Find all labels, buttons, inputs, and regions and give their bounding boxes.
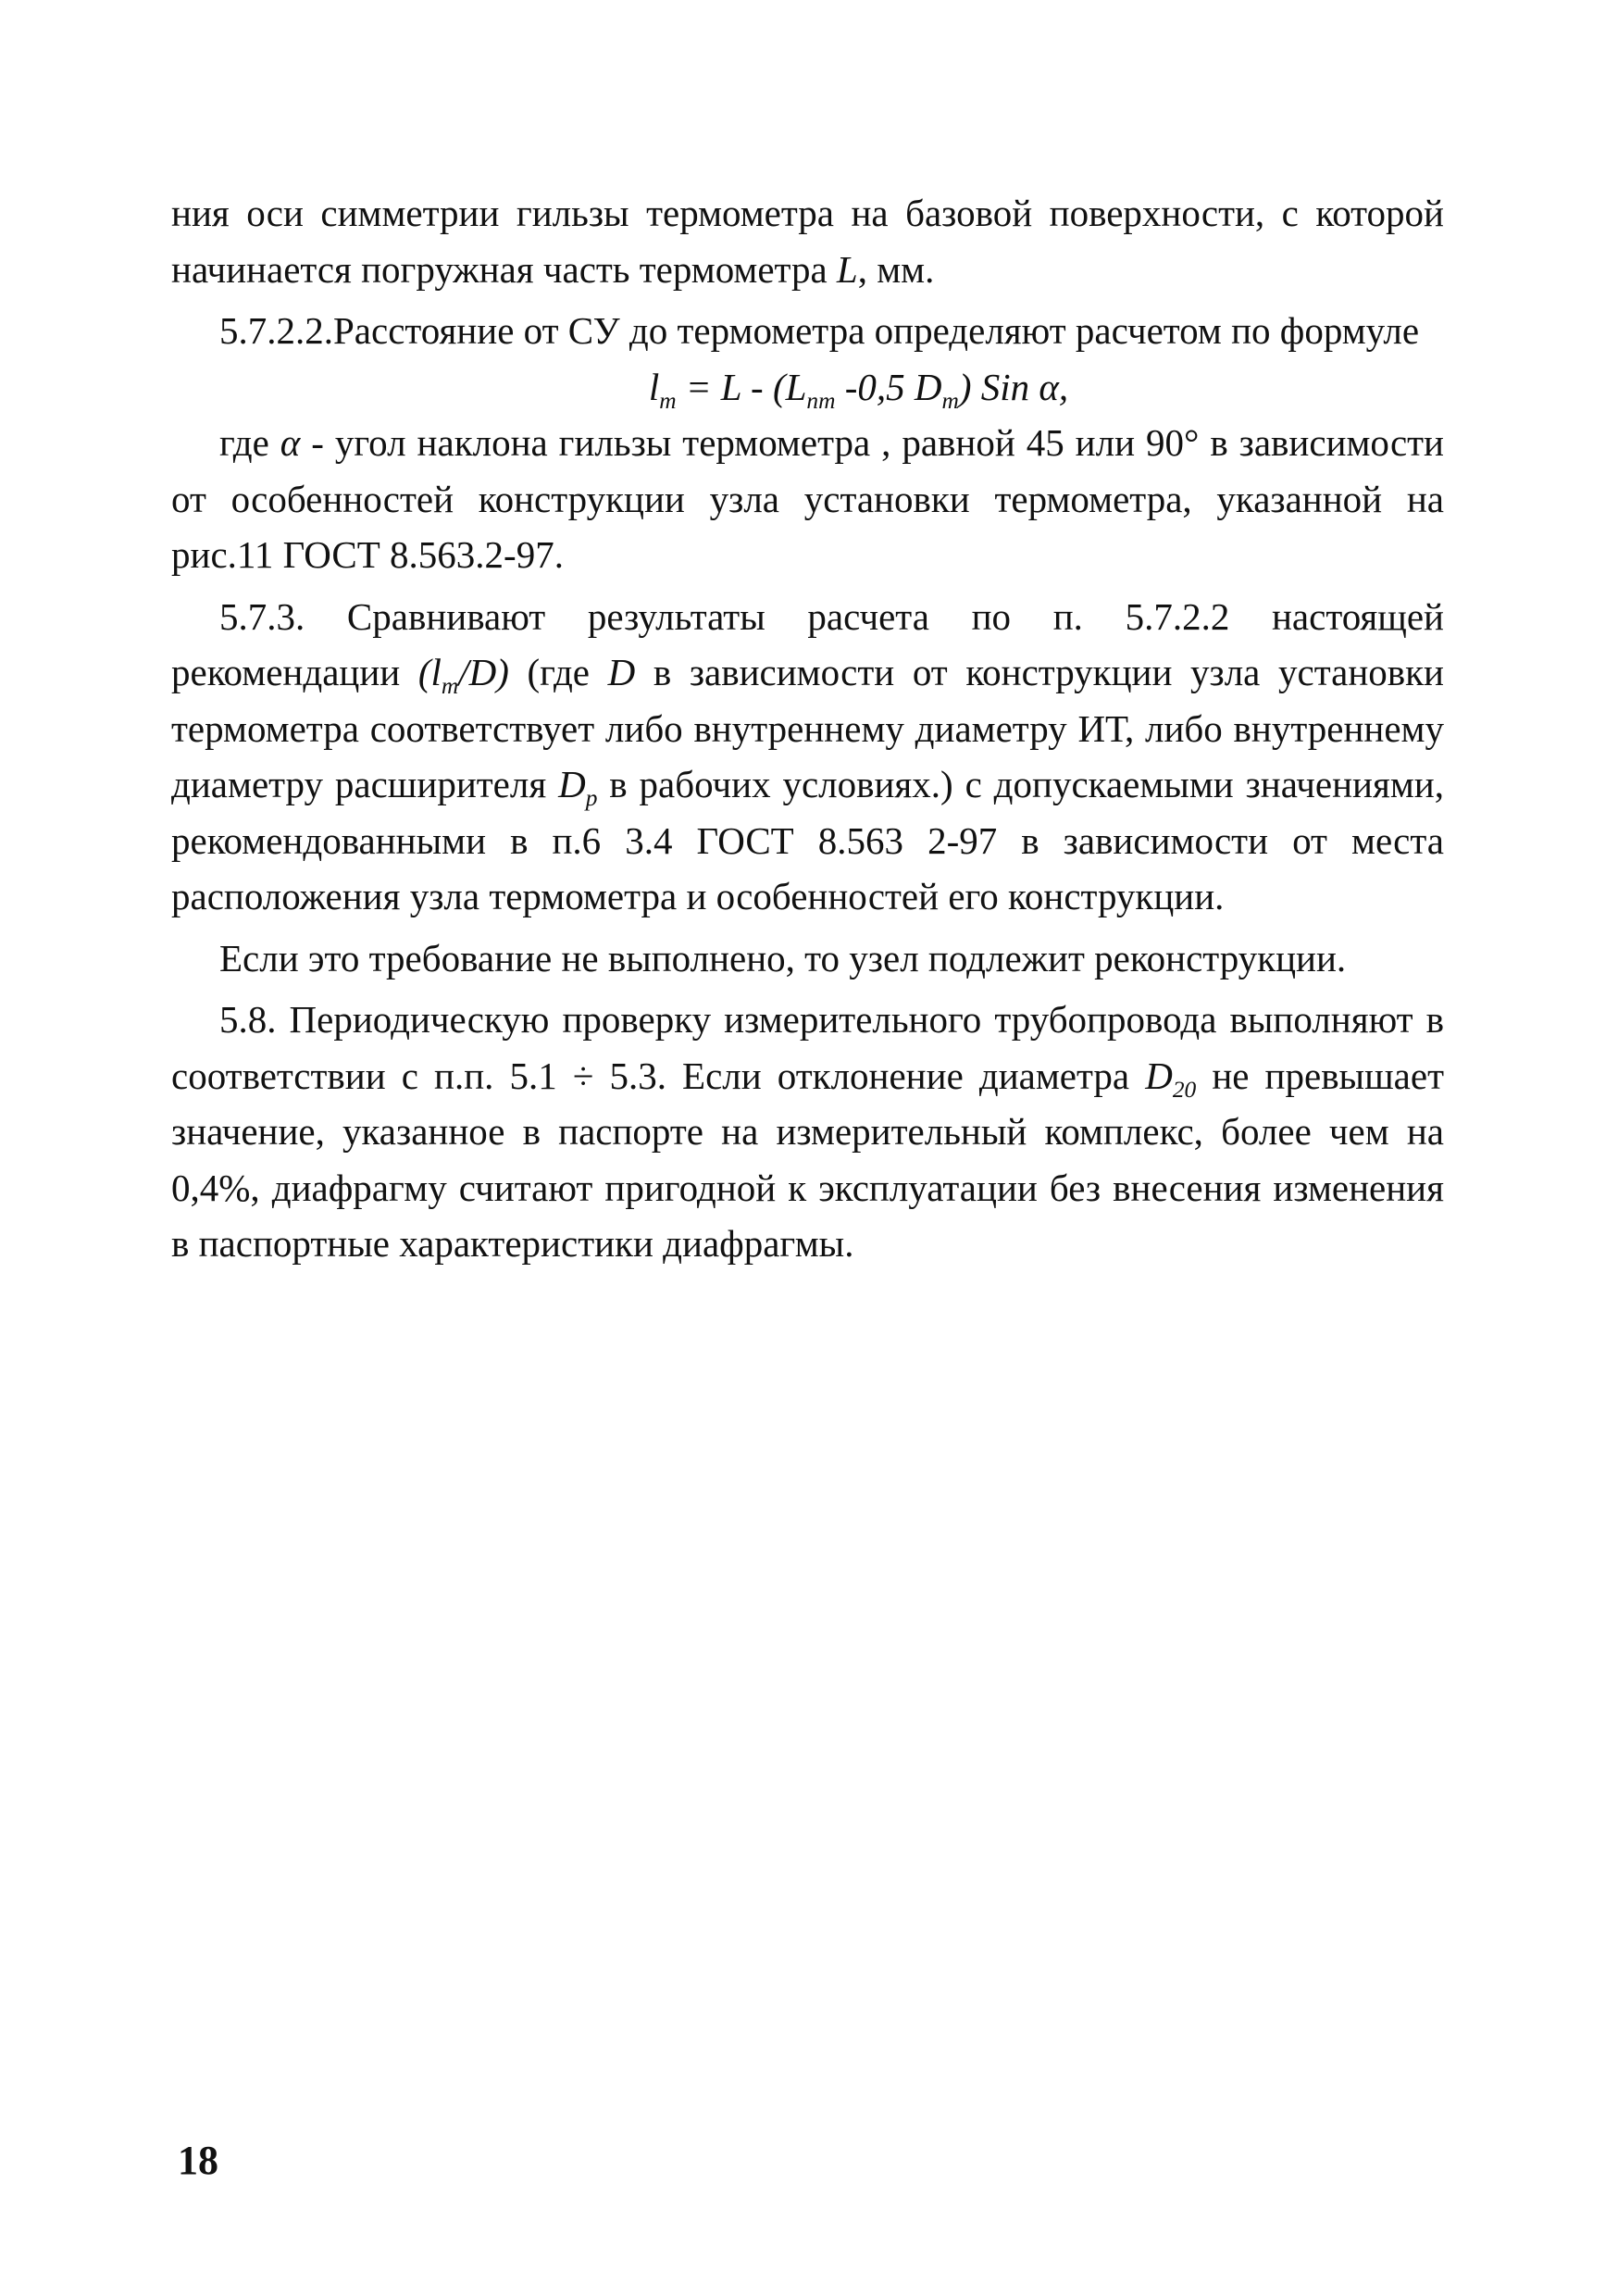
- paragraph-5-7-3: [171, 589, 1444, 925]
- formula-subscript: т: [659, 387, 677, 414]
- variable-L: L: [836, 247, 858, 291]
- page-number: 18: [178, 2138, 218, 2183]
- paragraph-text: (где: [508, 651, 608, 693]
- page-body: [171, 185, 1444, 1272]
- paragraph-continuation: [171, 185, 1444, 297]
- formula-lm: [171, 359, 1444, 416]
- variable-D: D: [607, 651, 636, 693]
- ratio-part: (l: [417, 651, 442, 693]
- variable-part: D: [1145, 1054, 1173, 1097]
- variable-alpha: α: [280, 421, 301, 464]
- paragraph-text: не превышает значение, указанное в паспорте на измерительный комплекс, более чем на 0,4%, диафрагму считают пригодной к эксплуатации без внесения изменения в паспортные характеристики диафрагмы.: [171, 1054, 1444, 1265]
- variable-subscript: р: [585, 785, 598, 812]
- ratio-part: /D): [458, 651, 509, 693]
- paragraph-text: Если это требование не выполнено, то узел подлежит реконструкции.: [219, 936, 1347, 980]
- paragraph-text: где: [219, 421, 280, 464]
- paragraph-text: 5.8. Периодическую проверку измерительного трубопровода выполняют в соответствии с п.п. 5.1 ÷ 5.3. Если отклонение диаметра: [171, 998, 1444, 1097]
- paragraph-text: в рабочих условиях.) с допускаемыми значениями, рекомендованными в п.6 3.4 ГОСТ 8.563 2-97 в зависимости от места расположения узла термометра и особенностей его конструкции.: [171, 763, 1444, 917]
- ratio-expression: [417, 651, 509, 700]
- paragraph-5-7-2-2: [171, 303, 1444, 359]
- paragraph-text: - угол наклона гильзы термометра , равной 45 или 90° в зависимости от особенностей конструкции узла установки термометра, указанной на рис.11 ГОСТ 8.563.2-97.: [171, 421, 1444, 576]
- formula-part: -0,5 D: [835, 365, 942, 408]
- variable-part: D: [558, 763, 586, 805]
- paragraph-reconstruction: [171, 930, 1444, 987]
- formula-part: ) Sin α,: [958, 365, 1069, 408]
- paragraph-text: ния оси симметрии гильзы термометра на базовой поверхности, с которой начинается погружная часть термометра: [171, 192, 1444, 291]
- paragraph-text: 5.7.2.2.Расстояние от СУ до термометра определяют расчетом по формуле: [219, 309, 1420, 352]
- paragraph-text: , мм.: [857, 247, 935, 291]
- variable-D20: [1145, 1054, 1197, 1103]
- formula-subscript: пт: [806, 387, 836, 414]
- paragraph-5-8: [171, 992, 1444, 1272]
- variable-subscript: 20: [1172, 1076, 1197, 1103]
- paragraph-alpha-definition: [171, 415, 1444, 583]
- formula-subscript: т: [941, 387, 959, 414]
- formula-part: l: [648, 365, 660, 408]
- paragraph-text: в зависимости от конструкции узла установки термометра соответствует либо внутреннему диаметру ИТ, либо внутреннему диаметру расширителя: [171, 651, 1444, 805]
- ratio-subscript: т: [441, 673, 459, 700]
- variable-Dp: [558, 763, 598, 812]
- formula-part: = L - (L: [676, 365, 807, 408]
- paragraph-text: 5.7.3. Сравнивают результаты расчета по п. 5.7.2.2 настоящей рекомендации: [171, 594, 1444, 693]
